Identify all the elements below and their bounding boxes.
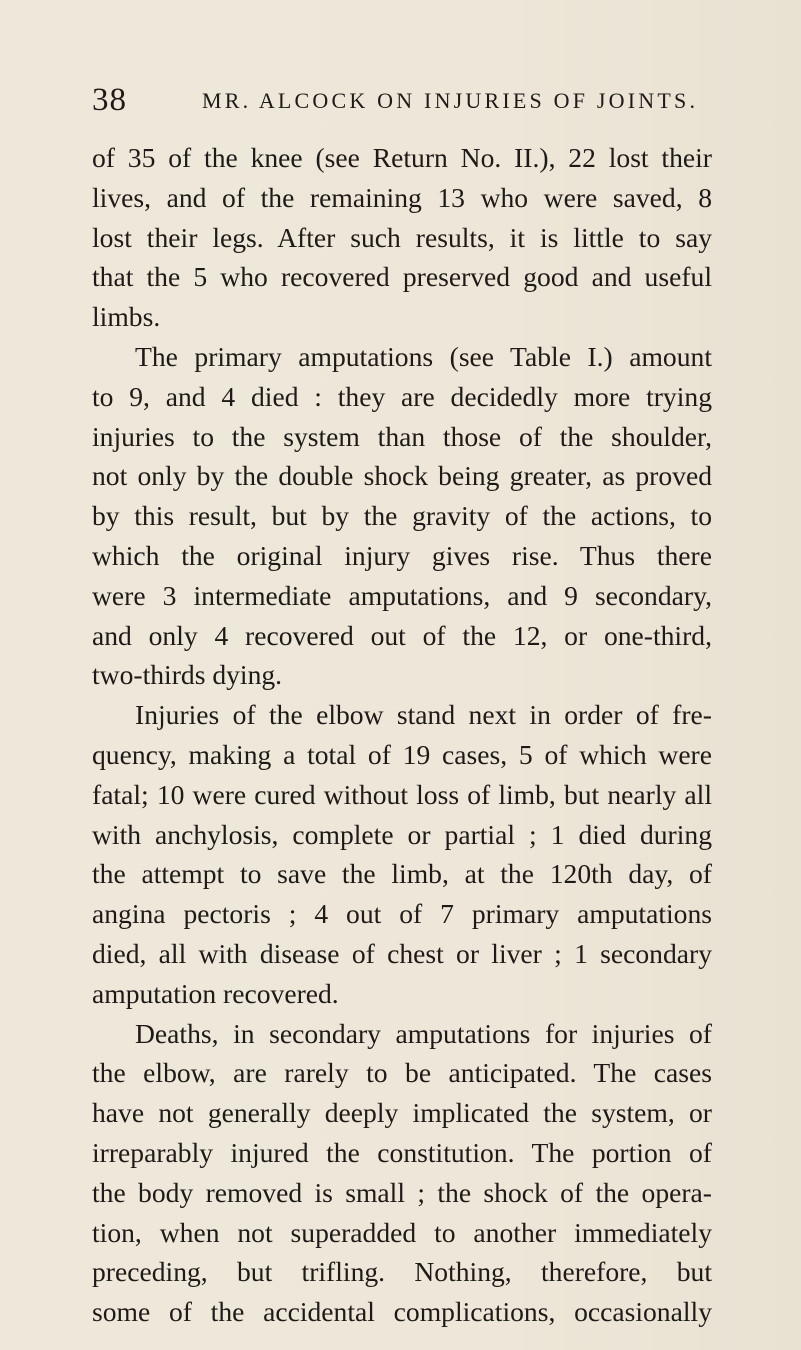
page-header [92,80,712,120]
text-line: of 35 of the knee (see Return No. II.), 22 lost their [92,142,712,173]
text-line: have not generally deeply implicated the system, or [92,1097,712,1129]
text-line: injuries to the system than those of the shoulder, [92,420,712,452]
text-line: lost their legs. After such results, it is little to say [92,221,712,253]
text-line: that the 5 who recovered preserved good and useful [92,261,712,293]
text-line: some of the accidental complications, occasionally [92,1296,712,1328]
text-line: Deaths, in secondary amputations for injuries of [135,1017,712,1049]
page-number: 38 [92,82,127,118]
text-line: lives, and of the remaining 13 who were saved, 8 [92,181,712,213]
text-line: irreparably injured the constitution. The portion of [92,1136,712,1168]
text-line: died, all with disease of chest or liver ; 1 secondary [92,937,712,969]
text-line: to 9, and 4 died : they are decidedly more trying [92,380,712,412]
text-line: with anchylosis, complete or partial ; 1 died during [92,818,712,850]
text-line: tion, when not superadded to another immediately [92,1216,712,1248]
text-line: angina pectoris ; 4 out of 7 primary amputations [92,898,712,930]
running-head: MR. ALCOCK ON INJURIES OF JOINTS. [202,88,699,113]
text-line: Injuries of the elbow stand next in order of fre- [135,699,712,731]
body-text [92,138,712,1332]
text-line: were 3 intermediate amputations, and 9 secondary, [92,579,712,611]
text-line: two-thirds dying. [92,659,283,691]
text-line: which the original injury gives rise. Thus there [92,539,712,571]
text-line: the elbow, are rarely to be anticipated. The cases [92,1057,712,1089]
text-line: and only 4 recovered out of the 12, or one-third, [92,619,712,651]
text-line: not only by the double shock being greater, as proved [92,460,712,492]
text-line: the attempt to save the limb, at the 120th day, of [92,858,712,890]
text-line: The primary amputations (see Table I.) amount [135,340,712,372]
text-line: preceding, but trifling. Nothing, therefore, but [92,1256,712,1288]
text-line: amputation recovered. [92,977,339,1009]
text-line: by this result, but by the gravity of the actions, to [92,500,712,532]
text-line: fatal; 10 were cured without loss of limb, but nearly all [92,778,712,810]
text-line: the body removed is small ; the shock of the opera- [92,1176,712,1208]
text-line: quency, making a total of 19 cases, 5 of which were [92,738,712,770]
text-line: limbs. [92,301,161,333]
